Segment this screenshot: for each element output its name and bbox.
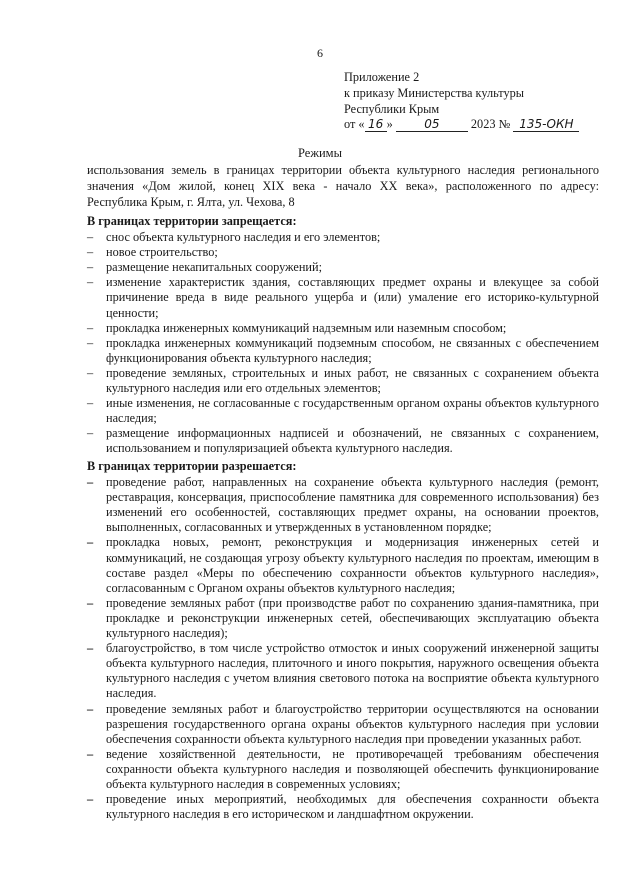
order-number: 135-ОКН bbox=[513, 118, 579, 132]
prohibited-list bbox=[87, 230, 599, 456]
list-item: – размещение некапитальных сооружений; bbox=[87, 260, 599, 275]
list-item: – проведение земляных, строительных и иных работ, не связанных с сохранением объекта культурного наследия или его отдельных элементов; bbox=[87, 366, 599, 396]
list-item: – ведение хозяйственной деятельности, не противоречащей требованиям обеспечения сохранности объекта культурного наследия и позволяющей обеспечить функционирование объекта культурного наследия в современных условиях; bbox=[87, 747, 599, 792]
list-item: – размещение информационных надписей и обозначений, не связанных с сохранением, использованием и популяризацией объекта культурного наследия. bbox=[87, 426, 599, 456]
date-prefix: от « bbox=[344, 117, 365, 132]
date-mid: » bbox=[386, 117, 393, 132]
document-title: Режимы bbox=[298, 146, 342, 160]
list-item: – прокладка инженерных коммуникаций надземным или наземным способом; bbox=[87, 321, 599, 336]
list-item: – проведение земляных работ (при производстве работ по сохранению здания-памятника, при прокладке и реконструкции инженерных сетей, обеспечивающих эксплуатацию объекта культурного наследия); bbox=[87, 596, 599, 641]
list-item: – прокладка новых, ремонт, реконструкция и модернизация инженерных сетей и коммуникаций, не создающая угрозу объекту культурного наследия по проектам, имеющим в составе раздел «Меры по обеспечению сохранности объектов культурного наследия», согласованным с Органом охраны объектов культурного наследия; bbox=[87, 535, 599, 595]
list-item: – изменение характеристик здания, составляющих предмет охраны и влекущее за собой причинение вреда в виде реального ущерба и (или) умаление его историко-культурной ценности; bbox=[87, 275, 599, 320]
list-item: – новое строительство; bbox=[87, 245, 599, 260]
list-item: – проведение иных мероприятий, необходимых для обеспечения сохранности объекта культурного наследия в его историческом и ландшафтном окружении. bbox=[87, 792, 599, 822]
order-month: 05 bbox=[396, 118, 468, 132]
list-item: – проведение работ, направленных на сохранение объекта культурного наследия (ремонт, реставрация, консервация, приспособление памятника для современного использования) без изменений его особенностей, составляющих предмет охраны, на основании проектов, выполненных, согласованных и утвержденных в установленном порядке; bbox=[87, 475, 599, 535]
permitted-list bbox=[87, 475, 599, 822]
prohibited-section bbox=[87, 214, 599, 457]
appendix-line-3: Республики Крым bbox=[344, 101, 440, 116]
permitted-heading: В границах территории разрешается: bbox=[87, 459, 297, 473]
list-item: – иные изменения, не согласованные с государственным органом охраны объектов культурного наследия; bbox=[87, 396, 599, 426]
appendix-header bbox=[344, 70, 579, 133]
page-number: 6 bbox=[317, 46, 323, 60]
list-item: – прокладка инженерных коммуникаций подземным способом, не связанных с обеспечением функционирования объекта культурного наследия; bbox=[87, 336, 599, 366]
intro-paragraph: использования земель в границах территории объекта культурного наследия регионального значения «Дом жилой, конец XIX века - начало XX века», расположенного по адресу: Республика Крым, г. Ялта, ул. Чехова, 8 bbox=[87, 163, 599, 210]
order-year: 2023 № bbox=[470, 117, 511, 132]
list-item: – проведение земляных работ и благоустройство территории осуществляются на основании разрешения государственного органа охраны объектов культурного наследия при условии обеспечения сохранности объекта культурного наследия при проведении указанных работ. bbox=[87, 702, 599, 747]
list-item: – снос объекта культурного наследия и его элементов; bbox=[87, 230, 599, 245]
permitted-section bbox=[87, 459, 599, 822]
list-item: – благоустройство, в том числе устройство отмосток и иных сооружений инженерной защиты объекта культурного наследия, плиточного и иного покрытия, наружного освещения объекта культурного наследия с учетом влияния светового потока на восприятие объекта культурного наследия. bbox=[87, 641, 599, 701]
prohibited-heading: В границах территории запрещается: bbox=[87, 214, 297, 228]
appendix-line-1: Приложение 2 bbox=[344, 70, 420, 84]
order-day: 16 bbox=[365, 118, 387, 132]
appendix-line-2: к приказу Министерства культуры bbox=[344, 85, 525, 100]
order-date-line bbox=[344, 117, 579, 133]
